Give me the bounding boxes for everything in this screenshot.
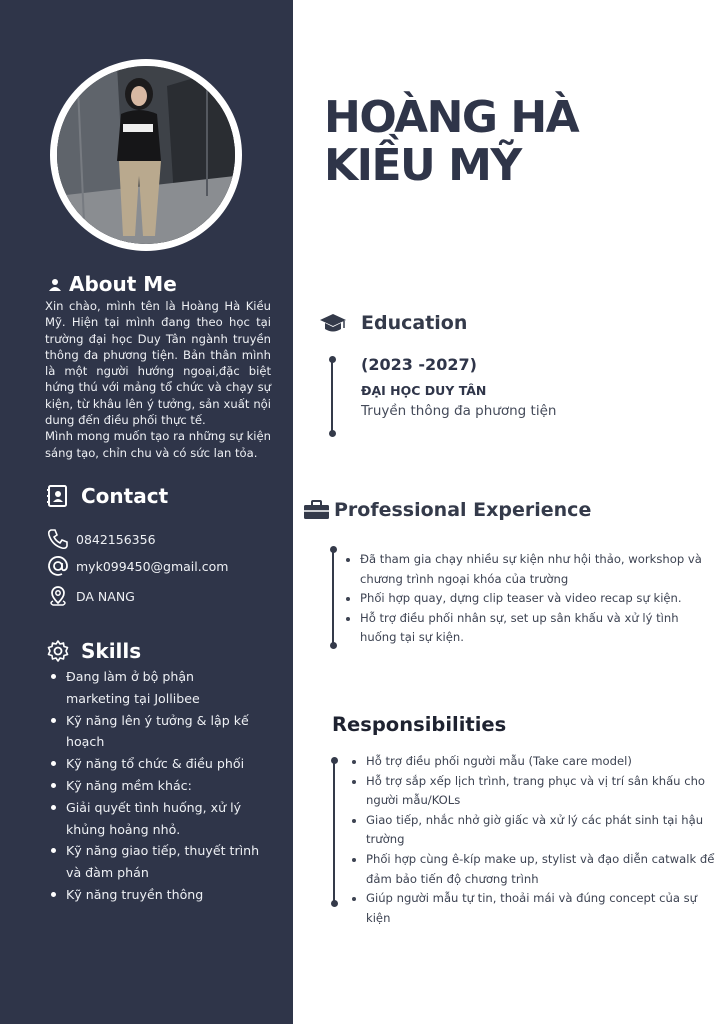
experience-item: Phối hợp quay, dựng clip teaser và video recap sự kiện. — [344, 589, 714, 609]
phone-icon — [46, 527, 70, 551]
skills-title: Skills — [81, 639, 142, 663]
contact-email — [46, 554, 228, 578]
contact-title: Contact — [81, 484, 169, 508]
responsibilities-title: Responsibilities — [332, 713, 507, 736]
responsibility-item: Phối hợp cùng ê-kíp make up, stylist và đạo diễn catwalk để đảm bảo tiến độ chương trình — [350, 850, 720, 889]
contact-card-icon — [47, 485, 69, 507]
email-address[interactable]: myk099450@gmail.com — [76, 558, 229, 574]
skill-item: Kỹ năng lên ý tưởng & lập kế — [50, 710, 280, 732]
timeline-dot — [330, 546, 337, 553]
contact-heading — [47, 484, 168, 508]
profile-photo — [57, 66, 235, 244]
experience-item: Đã tham gia chạy nhiều sự kiện như hội thảo, workshop và chương trình ngoại khóa của trường — [344, 550, 714, 589]
sidebar — [0, 0, 293, 1024]
name-line-2: KIỀU MỸ — [324, 140, 521, 191]
about-paragraph-1: Xin chào, mình tên là Hoàng Hà Kiều Mỹ. Hiện tại mình đang theo học tại trường đại học Duy Tân ngành truyền thông đa phương tiện. Bản thân mình là một người hướng ngoại,đặc biệt hứng thú với mảng tổ chức và chạy sự kiện, từ khâu lên ý tưởng, sản xuất nội dung đến điều phối thực tế. — [45, 299, 271, 428]
experience-list — [344, 550, 714, 648]
main-content — [293, 0, 726, 1024]
timeline-dot — [329, 356, 336, 363]
skill-item-continued: hoạch — [66, 734, 105, 750]
education-heading — [319, 312, 467, 334]
skill-item-continued: khủng hoảng nhỏ. — [66, 821, 181, 837]
skill-item: Đang làm ở bộ phận — [50, 666, 280, 688]
skill-item: Kỹ năng mềm khác: — [50, 775, 280, 797]
education-timeline — [331, 357, 333, 433]
location-pin-icon — [46, 584, 70, 608]
profile-photo-frame — [50, 59, 242, 251]
education-title: Education — [361, 312, 468, 334]
responsibilities-list — [350, 752, 720, 928]
skill-item: Kỹ năng truyền thông — [50, 884, 280, 906]
contact-location — [46, 584, 135, 608]
about-heading — [48, 272, 177, 296]
education-years: (2023 -2027) — [361, 355, 477, 374]
full-name — [324, 94, 578, 190]
experience-item: Hỗ trợ điều phối nhân sự, set up sân khấu và xử lý tình huống tại sự kiện. — [344, 609, 714, 648]
education-school: ĐẠI HỌC DUY TÂN — [361, 383, 487, 398]
timeline-dot — [331, 900, 338, 907]
graduation-cap-icon — [319, 312, 347, 334]
responsibility-item: Hỗ trợ điều phối người mẫu (Take care model) — [350, 752, 720, 772]
responsibilities-heading — [332, 713, 506, 736]
phone-number[interactable]: 0842156356 — [76, 531, 156, 547]
education-major: Truyền thông đa phương tiện — [361, 403, 557, 419]
timeline-dot — [331, 757, 338, 764]
timeline-dot — [329, 430, 336, 437]
skill-item-continued: và đàm phán — [66, 865, 149, 881]
responsibility-item: Giúp người mẫu tự tin, thoải mái và đúng concept của sự kiện — [350, 889, 720, 928]
at-sign-icon — [46, 554, 70, 578]
timeline-dot — [330, 642, 337, 649]
skill-item: Kỹ năng tổ chức & điều phối — [50, 753, 280, 775]
about-text — [45, 298, 271, 461]
name-line-1: HOÀNG HÀ — [324, 92, 579, 143]
gear-icon — [47, 640, 69, 662]
briefcase-icon — [304, 500, 329, 520]
skills-list — [50, 666, 280, 906]
responsibilities-timeline — [333, 760, 335, 905]
person-icon — [48, 277, 62, 291]
skill-item: Giải quyết tình huống, xử lý — [50, 797, 280, 819]
experience-heading — [304, 499, 591, 521]
experience-title: Professional Experience — [334, 499, 592, 521]
about-title: About Me — [69, 272, 177, 296]
contact-phone — [46, 527, 156, 551]
skills-heading — [47, 639, 141, 663]
skill-item-continued: marketing tại Jollibee — [66, 690, 200, 706]
responsibility-item: Giao tiếp, nhắc nhở giờ giấc và xử lý các phát sinh tại hậu trường — [350, 811, 720, 850]
responsibility-item: Hỗ trợ sắp xếp lịch trình, trang phục và vị trí sân khấu cho người mẫu/KOLs — [350, 772, 720, 811]
about-paragraph-2: Mình mong muốn tạo ra những sự kiện sáng tạo, chỉn chu và có sức lan tỏa. — [45, 429, 271, 460]
location-text: DA NANG — [76, 588, 135, 604]
skill-item: Kỹ năng giao tiếp, thuyết trình — [50, 840, 280, 862]
experience-timeline — [332, 549, 334, 646]
